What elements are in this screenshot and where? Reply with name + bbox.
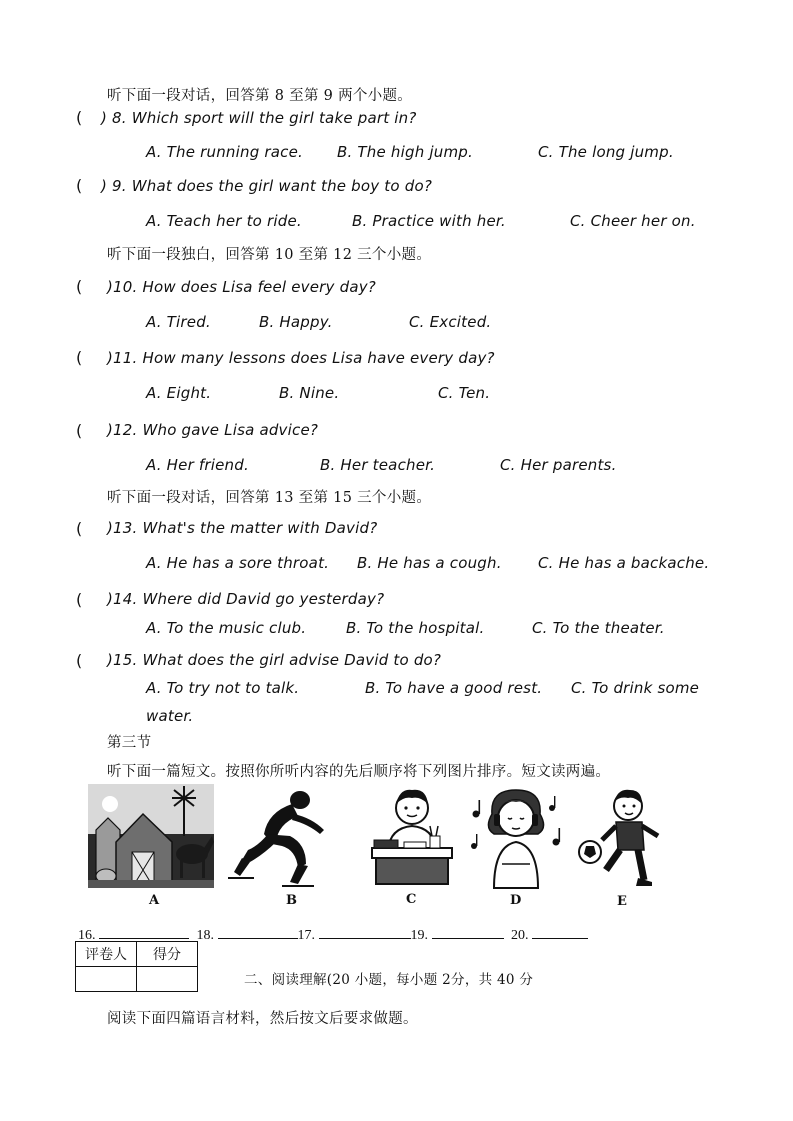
question-15: )15. What does the girl advise David to do? bbox=[107, 651, 442, 669]
reviewer-header: 评卷人 bbox=[76, 942, 137, 967]
picture-label-b: B bbox=[286, 893, 297, 908]
section-intro-13-15: 听下面一段对话，回答第 13 至第 15 三个小题。 bbox=[107, 490, 432, 506]
answer-paren-12: ( bbox=[76, 421, 83, 440]
option-9a: A. Teach her to ride. bbox=[146, 212, 302, 230]
question-13: )13. What's the matter with David? bbox=[107, 519, 378, 537]
picture-label-d: D bbox=[510, 893, 522, 908]
score-table bbox=[75, 941, 198, 992]
question-14: )14. Where did David go yesterday? bbox=[107, 590, 385, 608]
answer-blank-18[interactable] bbox=[218, 924, 298, 939]
option-14b: B. To the hospital. bbox=[346, 619, 485, 637]
answer-number-20: 20. bbox=[511, 928, 529, 943]
option-8c: C. The long jump. bbox=[538, 143, 674, 161]
picture-label-e: E bbox=[617, 894, 627, 909]
answer-paren-15: ( bbox=[76, 651, 83, 670]
answer-blank-17[interactable] bbox=[319, 924, 411, 939]
answer-blank-19[interactable] bbox=[432, 924, 504, 939]
student-at-desk-icon bbox=[366, 784, 458, 888]
option-13b: B. He has a cough. bbox=[357, 554, 502, 572]
option-13c: C. He has a backache. bbox=[538, 554, 710, 572]
answer-paren-13: ( bbox=[76, 519, 83, 538]
option-15b: B. To have a good rest. bbox=[365, 679, 543, 697]
farm-scene-icon bbox=[88, 784, 214, 888]
option-12b: B. Her teacher. bbox=[320, 456, 436, 474]
boy-playing-football-icon bbox=[574, 786, 666, 890]
option-13a: A. He has a sore throat. bbox=[146, 554, 330, 572]
question-8: ) 8. Which sport will the girl take part in? bbox=[101, 109, 417, 127]
option-9c: C. Cheer her on. bbox=[570, 212, 696, 230]
option-11a: A. Eight. bbox=[146, 384, 212, 402]
answer-paren-9: ( bbox=[76, 176, 83, 195]
option-8b: B. The high jump. bbox=[337, 143, 473, 161]
option-8a: A. The running race. bbox=[146, 143, 303, 161]
picture-label-a: A bbox=[149, 893, 160, 908]
option-14a: A. To the music club. bbox=[146, 619, 307, 637]
answer-blank-16[interactable] bbox=[99, 924, 189, 939]
question-10: )10. How does Lisa feel every day? bbox=[107, 278, 376, 296]
question-9: ) 9. What does the girl want the boy to do? bbox=[101, 177, 432, 195]
score-header: 得分 bbox=[137, 942, 198, 967]
option-15c-cont: water. bbox=[146, 707, 194, 725]
score-cell[interactable] bbox=[137, 967, 198, 992]
option-11b: B. Nine. bbox=[279, 384, 340, 402]
reviewer-cell[interactable] bbox=[76, 967, 137, 992]
option-10b: B. Happy. bbox=[259, 313, 333, 331]
answer-number-17: 17. bbox=[297, 928, 315, 943]
option-10c: C. Excited. bbox=[409, 313, 492, 331]
picture-label-c: C bbox=[406, 892, 417, 907]
answer-paren-14: ( bbox=[76, 590, 83, 609]
part2-instruction: 阅读下面四篇语言材料，然后按文后要求做题。 bbox=[107, 1011, 418, 1027]
answer-number-16: 16. bbox=[78, 928, 96, 943]
option-11c: C. Ten. bbox=[438, 384, 491, 402]
option-14c: C. To the theater. bbox=[532, 619, 665, 637]
option-15c: C. To drink some bbox=[571, 679, 700, 697]
section-intro-10-12: 听下面一段独白，回答第 10 至第 12 三个小题。 bbox=[107, 247, 432, 263]
option-9b: B. Practice with her. bbox=[352, 212, 506, 230]
speed-skater-icon bbox=[228, 790, 348, 890]
option-10a: A. Tired. bbox=[146, 313, 211, 331]
answer-paren-10: ( bbox=[76, 277, 83, 296]
answer-paren-11: ( bbox=[76, 348, 83, 367]
answer-blank-20[interactable] bbox=[532, 924, 588, 939]
part2-title: 二、阅读理解(20 小题，每小题 2分，共 40 分 bbox=[244, 972, 534, 988]
answer-number-18: 18. bbox=[196, 928, 214, 943]
question-12: )12. Who gave Lisa advice? bbox=[107, 421, 319, 439]
section3-title: 第三节 bbox=[107, 735, 152, 751]
answer-number-19: 19. bbox=[410, 928, 428, 943]
answer-paren-8: ( bbox=[76, 108, 83, 127]
question-11: )11. How many lessons does Lisa have every day? bbox=[107, 349, 495, 367]
section3-instruction: 听下面一篇短文。按照你所听内容的先后顺序将下列图片排序。短文读两遍。 bbox=[107, 764, 611, 780]
girl-listening-music-icon bbox=[468, 784, 564, 890]
section-intro-8-9: 听下面一段对话，回答第 8 至第 9 两个小题。 bbox=[107, 88, 413, 104]
option-12c: C. Her parents. bbox=[500, 456, 617, 474]
option-15a: A. To try not to talk. bbox=[146, 679, 300, 697]
option-12a: A. Her friend. bbox=[146, 456, 249, 474]
